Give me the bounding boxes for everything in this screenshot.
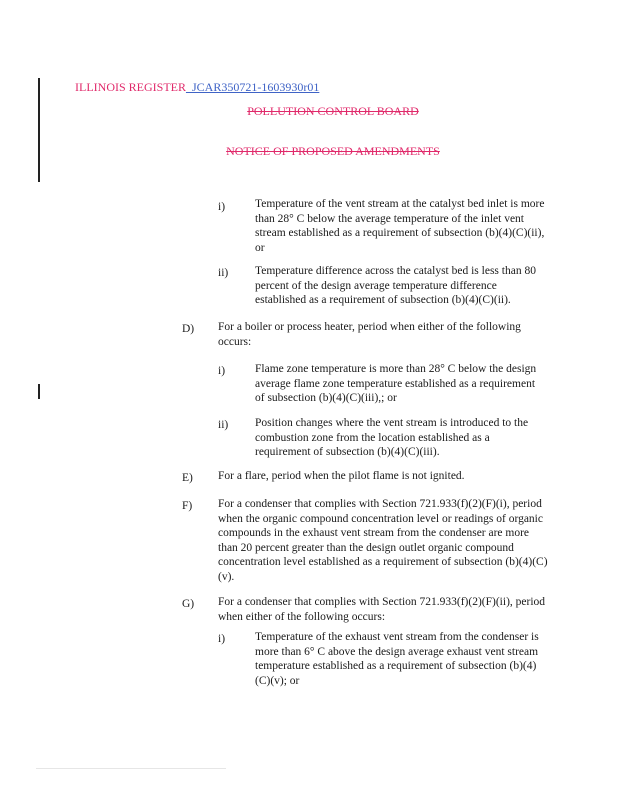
register-title: ILLINOIS REGISTER (75, 80, 186, 94)
jcar-code-link[interactable]: _JCAR350721-1603930r01 (186, 80, 320, 94)
item-text: For a boiler or process heater, period when either of the following occurs: (218, 321, 521, 348)
item-marker: ii) (218, 267, 229, 279)
item-marker: i) (218, 201, 226, 213)
revision-bar (38, 78, 40, 182)
item-marker: F) (182, 500, 193, 512)
revision-bar (38, 384, 40, 399)
register-header (75, 80, 319, 95)
board-title: POLLUTION CONTROL BOARD (247, 104, 419, 118)
item-text: Temperature of the exhaust vent stream from the condenser is more than 6° C above the design average exhaust vent stream temperature established as a requirement of subsection (b)(4)(C)(v); or (255, 631, 539, 687)
item-marker: D) (182, 323, 195, 335)
item-text: Temperature of the vent stream at the catalyst bed inlet is more than 28° C below the average temperature of the inlet vent stream established as a requirement of subsection (b)(4)(C)(ii), or (255, 198, 545, 254)
item-marker: i) (218, 365, 226, 377)
item-text: Temperature difference across the catalyst bed is less than 80 percent of the design average temperature difference established as a requirement of subsection (b)(4)(C)(ii). (255, 265, 536, 306)
item-text: Flame zone temperature is more than 28° C below the design average flame zone temperature established as a requirement of subsection (b)(4)(C)(iii),; or (255, 363, 537, 404)
item-text: For a flare, period when the pilot flame is not ignited. (218, 470, 465, 482)
notice-title: NOTICE OF PROPOSED AMENDMENTS (226, 144, 440, 158)
item-text: For a condenser that complies with Section 721.933(f)(2)(F)(ii), period when either of the following occurs: (218, 596, 546, 623)
item-marker: ii) (218, 419, 229, 431)
footer-rule (36, 768, 226, 769)
item-text: Position changes where the vent stream is introduced to the combustion zone from the location established as a requirement of subsection (b)(4)(C)(iii). (255, 417, 529, 458)
item-marker: i) (218, 633, 226, 645)
item-marker: G) (182, 598, 195, 610)
item-marker: E) (182, 472, 193, 484)
item-text: For a condenser that complies with Section 721.933(f)(2)(F)(i), period when the organic compound concentration level or readings of organic compounds in the exhaust vent stream from the condenser are more than 20 percent greater than the design outlet organic compound concentration level established as a requirement of subsection (b)(4)(C)(v). (218, 498, 548, 583)
